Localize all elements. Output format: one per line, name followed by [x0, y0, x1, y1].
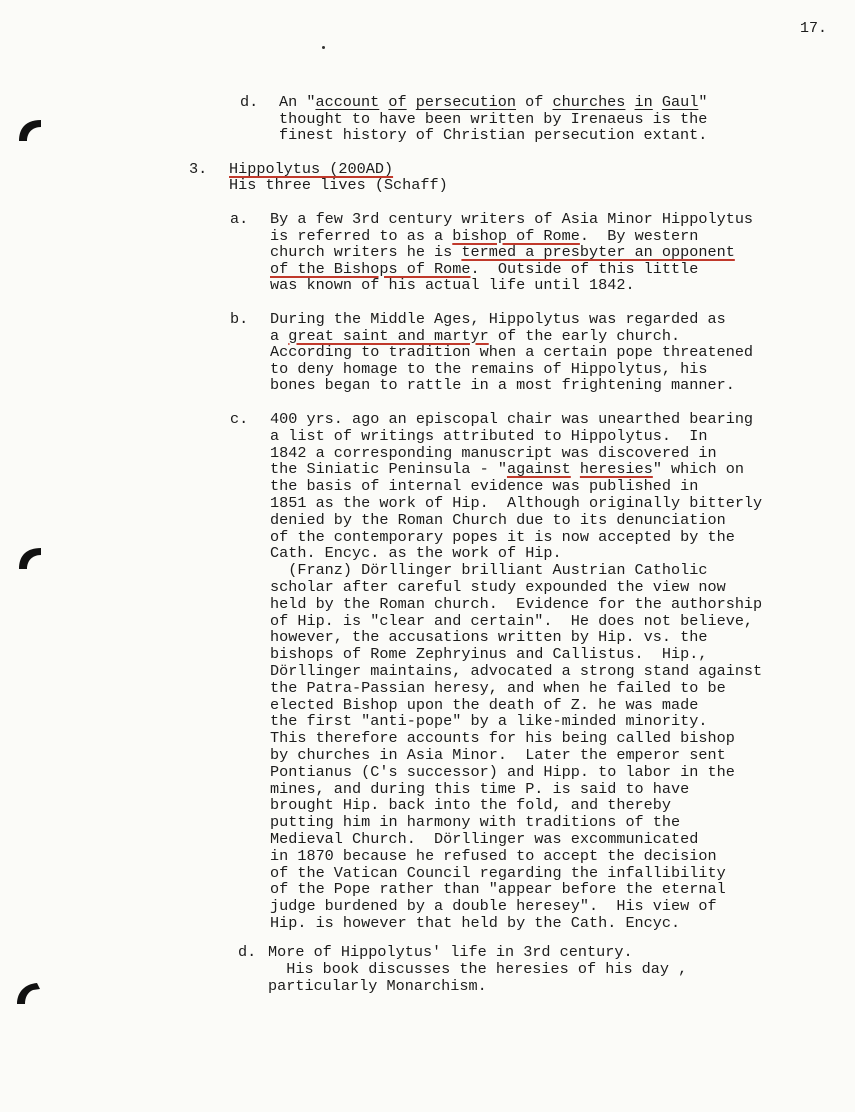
text: of: [516, 93, 553, 111]
para-c-line: bishops of Rome Zephryinus and Callistus. Hip.,: [270, 645, 708, 664]
ink-speck: [322, 46, 325, 49]
item-marker: d.: [240, 93, 259, 111]
text: . By western: [579, 226, 699, 245]
para-b-line: to deny homage to the remains of Hippolytus, his: [270, 359, 708, 378]
text: a: [270, 326, 289, 345]
para-c-line: held by the Roman church. Evidence for the authorship: [270, 594, 763, 613]
sec-d-line-3: finest history of Christian persecution extant.: [279, 126, 708, 144]
text: [653, 93, 662, 111]
binder-hole-mark: [17, 117, 43, 143]
text: is referred to as a: [270, 226, 453, 245]
para-c-line: scholar after careful study expounded the view now: [270, 578, 726, 596]
para-a-line: [270, 244, 735, 261]
para-c-line: denied by the Roman Church due to its denunciation: [270, 510, 726, 529]
para-c-line: of the Pope rather than "appear before the eternal: [270, 880, 726, 899]
para-c-line: elected Bishop upon the death of Z. he was made: [270, 695, 699, 714]
para-c-line: brought Hip. back into the fold, and thereby: [270, 796, 672, 815]
text: church writers he is: [270, 243, 462, 261]
para-c-line: mines, and during this time P. is said to have: [270, 779, 690, 798]
para-c-line: judge burdened by a double heresey". His view of: [270, 897, 717, 916]
para-c-line: Cath. Encyc. as the work of Hip.: [270, 544, 562, 563]
para-c-line: 400 yrs. ago an episcopal chair was unearthed bearing: [270, 410, 754, 428]
para-b-line: bones began to rattle in a most frightening manner.: [270, 376, 735, 394]
item-marker: b.: [230, 310, 249, 328]
section-number: 3.: [189, 160, 208, 178]
text: . Outside of this little: [470, 259, 699, 278]
underlined-text: persecution: [415, 93, 517, 111]
underlined-text: termed a presbyter an opponent: [461, 243, 735, 261]
para-c-line: the first "anti-pope" by a like-minded minority.: [270, 712, 708, 731]
para-c-line: This therefore accounts for his being called bishop: [270, 729, 735, 748]
underlined-text: of the Bishops of Rome: [270, 259, 471, 278]
para-c-line: Dörllinger maintains, advocated a strong stand against: [270, 662, 763, 680]
para-c-line: putting him in harmony with traditions of the: [270, 813, 681, 832]
para-c-line: of Hip. is "clear and certain". He does not believe,: [270, 611, 754, 630]
para-c-line: 1851 as the work of Hip. Although originally bitterly: [270, 494, 763, 512]
para-d-line: More of Hippolytus' life in 3rd century.: [268, 943, 633, 961]
para-c-line: of the contemporary popes it is now accepted by the: [270, 527, 735, 546]
para-b-line: According to tradition when a certain pope threatened: [270, 343, 754, 361]
para-d-line: particularly Monarchism.: [268, 976, 487, 995]
text: [571, 460, 580, 478]
text: the Siniatic Peninsula - ": [270, 460, 507, 479]
para-c-line: (Franz) Dörllinger brilliant Austrian Catholic: [270, 561, 708, 580]
para-c-line: 1842 a corresponding manuscript was discovered in: [270, 443, 717, 462]
sec-d-line-2: thought to have been written by Irenaeus is the: [279, 109, 708, 128]
para-c-line: a list of writings attributed to Hippolytus. In: [270, 426, 708, 445]
para-a-line: By a few 3rd century writers of Asia Minor Hippolytus: [270, 210, 754, 228]
text: " which on: [652, 460, 744, 479]
para-c-line: the Patra-Passian heresy, and when he failed to be: [270, 678, 726, 697]
para-c-line: [270, 461, 744, 478]
para-c-line: Pontianus (C's successor) and Hipp. to labor in the: [270, 762, 735, 781]
text: An ": [279, 93, 316, 111]
para-b-line: During the Middle Ages, Hippolytus was regarded as: [270, 310, 726, 328]
para-c-line: however, the accusations written by Hip. vs. the: [270, 628, 708, 647]
text: [625, 93, 634, 111]
item-marker: d.: [238, 943, 257, 961]
binder-hole-mark: [15, 980, 41, 1006]
para-d-line: His book discusses the heresies of his day ,: [268, 959, 688, 978]
heading-text: Hippolytus (200AD): [229, 160, 394, 178]
underlined-text: Gaul: [661, 93, 699, 111]
item-marker: a.: [230, 210, 249, 228]
para-c-line: in 1870 because he refused to accept the decision: [270, 846, 717, 865]
underlined-text: account: [315, 93, 380, 111]
underlined-text: of: [388, 93, 407, 111]
para-a-line: [270, 261, 698, 278]
text: [407, 93, 416, 111]
binder-hole-mark: [17, 545, 43, 571]
underlined-text: in: [634, 93, 653, 111]
page-number: 17.: [799, 20, 827, 37]
para-a-line: [270, 228, 698, 245]
sec-d-line-1: [279, 94, 708, 111]
underlined-text: churches: [552, 93, 626, 111]
item-marker: c.: [230, 410, 249, 428]
para-c-line: by churches in Asia Minor. Later the emperor sent: [270, 746, 726, 764]
para-a-line: was known of his actual life until 1842.: [270, 276, 635, 294]
para-c-line: the basis of internal evidence was published in: [270, 477, 699, 496]
underlined-text: against: [506, 460, 571, 479]
text: ": [698, 93, 708, 111]
section-subheading: His three lives (Schaff): [229, 176, 448, 194]
para-c-line: Medieval Church. Dörllinger was excommunicated: [270, 830, 699, 848]
para-c-line: of the Vatican Council regarding the infallibility: [270, 863, 726, 882]
para-b-line: [270, 328, 680, 345]
para-c-line: Hip. is however that held by the Cath. Encyc.: [270, 914, 681, 932]
text: of the early church.: [488, 326, 681, 345]
underlined-text: great saint and martyr: [288, 326, 489, 345]
underlined-text: heresies: [579, 460, 653, 479]
underlined-text: bishop of Rome: [452, 226, 580, 245]
